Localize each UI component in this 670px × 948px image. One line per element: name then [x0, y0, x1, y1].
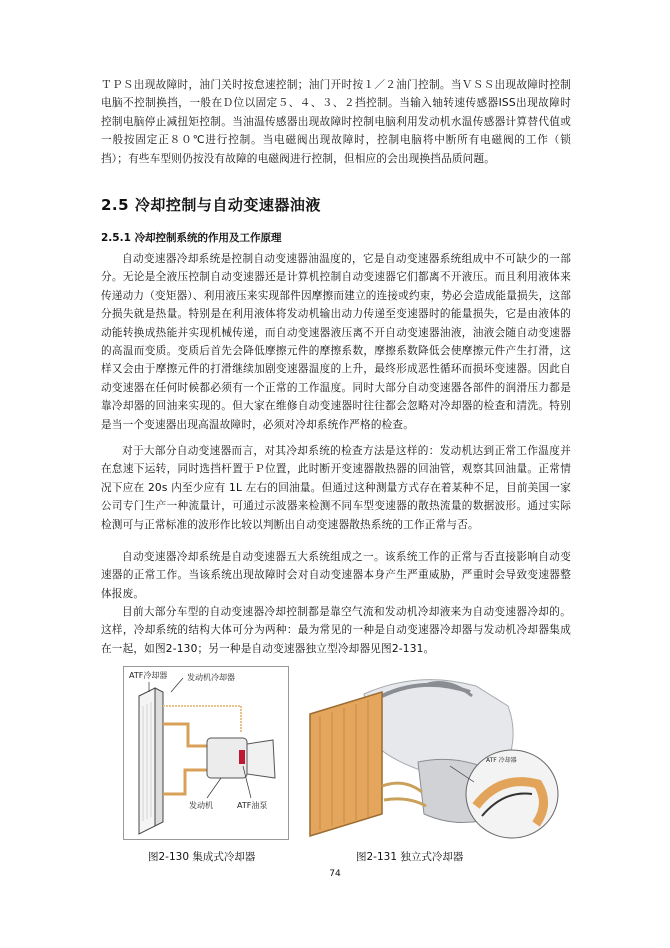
independent-cooler-illustration	[300, 666, 564, 842]
section-number: 2.5	[101, 196, 130, 214]
section-title: 冷却控制与自动变速器油液	[134, 196, 321, 214]
paragraph-cooling-purpose: 自动变速器冷却系统是控制自动变速器油温度的，它是自动变速器系统组成中不可缺少的一部分。无论是全液压控制自动变速器还是计算机控制自动变速器它们都离不开液压。而且利用液体来传递动力（变矩器）、利用液压来实现部件因摩擦而建立的连接或约束，势必会造成能量损失，这部分损失就是热量。特别是在利用液体将发动机输出动力传递至变速器时的能量损失，它是由液体的动能转换成热能并实现机械传递，而自动变速器液压离不开自动变速器油液，油液会随自动变速器的高温而变质。变质后首先会降低摩擦元件的摩擦系数，摩擦系数降低会使摩擦元件产生打滑，这样又会由于摩擦元件的打滑继续加剧变速器温度的上升，最终形成恶性循环而损坏变速器。因此自动变速器在任何时候都必须有一个正常的工作温度。同时大部分自动变速器各部件的润滑压力都是靠冷却器的回油来实现的。但大家在维修自动变速器时往往都会忽略对冷却器的检查和清洗。特别是当一个变速器出现高温故障时，必须对冷却系统作严格的检查。	[101, 253, 571, 431]
label-atf-cooler: ATF冷却器	[129, 671, 168, 680]
paragraph-fault-control: ＴＰＳ出现故障时，油门关时按怠速控制；油门开时按１／２油门控制。当ＶＳＳ出现故障时控制电脑不控制换挡，一般在Ｄ位以固定５、４、３、２挡控制。当输入轴转速传感器ISS出现故障时控制电脑停止减扭矩控制。当油温传感器出现故障时控制电脑利用发动机水温传感器计算替代值或一般按固定正８０℃进行控制。当电磁阀出现故障时，控制电脑将中断所有电磁阀的工作（锁挡）；有些车型则仍按没有故障的电磁阀进行控制，但相应的会出现换挡品质问题。	[101, 79, 571, 165]
integrated-cooler-diagram	[123, 666, 289, 840]
paragraph-cooling-importance: 自动变速器冷却系统是自动变速器五大系统组成之一。该系统工作的正常与否直接影响自动变速器的正常工作。当该系统出现故障时会对自动变速器本身产生严重威胁，严重时会导致变速器整体报废。	[101, 551, 571, 600]
caption-fig-2-131: 图2-131 独立式冷却器	[356, 851, 464, 863]
subsection-title: 冷却控制系统的作用及工作原理	[134, 232, 282, 244]
figure-integrated-cooler	[123, 666, 289, 840]
page-number: 74	[329, 869, 341, 879]
label-atf-pump: ATF油泵	[237, 801, 268, 810]
label-engine-cooler: 发动机冷却器	[187, 673, 235, 682]
inset-label: ATF 冷却器	[486, 757, 517, 764]
section-heading	[101, 194, 321, 215]
cooler-line-1	[382, 783, 422, 792]
atf-pump-mark	[239, 750, 245, 764]
subsection-heading	[101, 230, 282, 245]
cooler-line-2	[384, 799, 426, 806]
paragraph-cooler-types: 目前大部分车型的自动变速器冷却控制都是靠空气流和发动机冷却液来为自动变速器冷却的。这样，冷却系统的结构大体可分为两种：最为常见的一种是自动变速器冷却器与发动机冷却器集成在一起，如图2-130；另一种是自动变速器独立型冷却器见图2-131。	[101, 606, 571, 655]
radiator-shape	[139, 688, 163, 834]
label-engine: 发动机	[189, 801, 213, 810]
paragraph-cooling-inspection: 对于大部分自动变速器而言，对其冷却系统的检查方法是这样的：发动机达到正常工作温度并在怠速下运转，同时选挡杆置于Ｐ位置，此时断开变速器散热器的回油管，观察其回油量。正常情况下应在 20s 内至少应有 1L 左右的回油量。但通过这种测量方式存在着某种不足，目前美国一家公司专门生产一种流量计，可通过示波器来检测不同车型变速器的散热流量的数据波形。通过实际检测可与正常标准的波形作比较以判断出自动变速器散热系统的工作正常与否。	[101, 445, 571, 531]
radiator-panel	[310, 692, 382, 836]
subsection-number: 2.5.1	[101, 232, 131, 244]
caption-fig-2-130: 图2-130 集成式冷却器	[148, 851, 256, 863]
transmission-shape	[247, 740, 275, 778]
figure-independent-cooler	[300, 666, 564, 842]
